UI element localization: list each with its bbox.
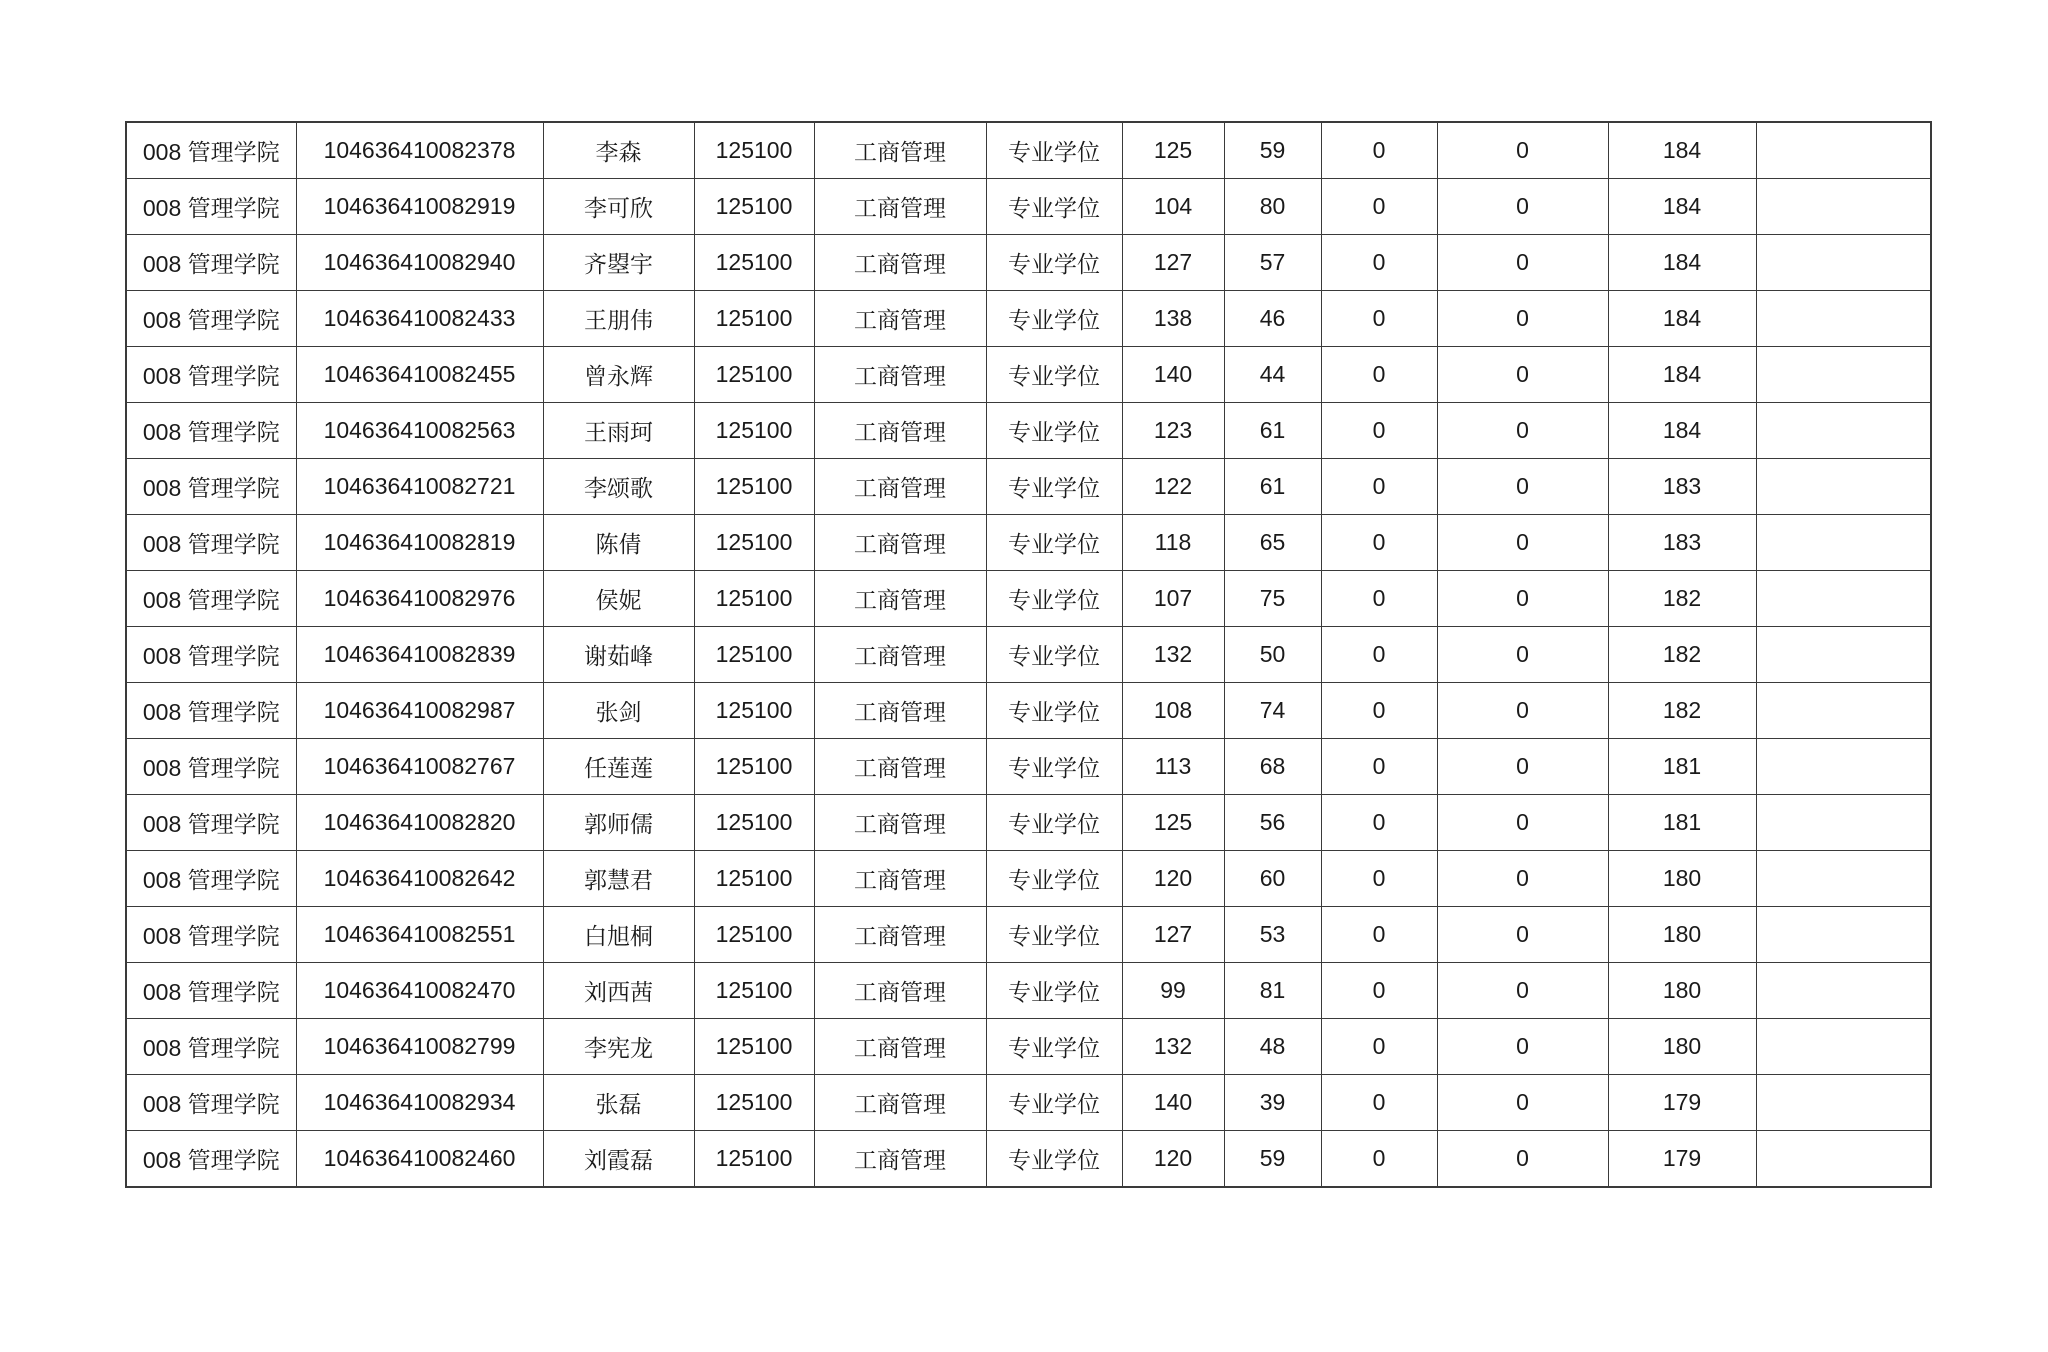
cell-score-3: 0 <box>1321 122 1437 179</box>
cell-total: 180 <box>1608 963 1756 1019</box>
cell-score-3: 0 <box>1321 235 1437 291</box>
cell-score-2: 44 <box>1224 347 1321 403</box>
cell-score-1: 140 <box>1122 1075 1224 1131</box>
cell-college: 008 管理学院 <box>126 739 296 795</box>
cell-degree-type: 专业学位 <box>986 235 1122 291</box>
cell-score-4: 0 <box>1437 1075 1608 1131</box>
cell-college: 008 管理学院 <box>126 795 296 851</box>
cell-score-1: 125 <box>1122 795 1224 851</box>
score-table <box>125 121 1932 1188</box>
cell-college: 008 管理学院 <box>126 1075 296 1131</box>
cell-candidate-id: 104636410082987 <box>296 683 543 739</box>
cell-score-2: 68 <box>1224 739 1321 795</box>
cell-score-4: 0 <box>1437 347 1608 403</box>
cell-score-3: 0 <box>1321 1019 1437 1075</box>
cell-score-1: 127 <box>1122 907 1224 963</box>
cell-score-3: 0 <box>1321 851 1437 907</box>
cell-score-3: 0 <box>1321 403 1437 459</box>
cell-score-4: 0 <box>1437 571 1608 627</box>
cell-score-2: 48 <box>1224 1019 1321 1075</box>
cell-major-name: 工商管理 <box>814 515 986 571</box>
cell-major-name: 工商管理 <box>814 571 986 627</box>
cell-college: 008 管理学院 <box>126 963 296 1019</box>
table-row <box>126 459 1931 515</box>
cell-candidate-id: 104636410082919 <box>296 179 543 235</box>
table-row <box>126 347 1931 403</box>
cell-remark <box>1756 907 1931 963</box>
cell-score-2: 59 <box>1224 122 1321 179</box>
cell-name: 张磊 <box>543 1075 694 1131</box>
cell-score-4: 0 <box>1437 235 1608 291</box>
table-row <box>126 795 1931 851</box>
table-row <box>126 235 1931 291</box>
cell-major-name: 工商管理 <box>814 851 986 907</box>
cell-score-4: 0 <box>1437 1131 1608 1188</box>
cell-total: 181 <box>1608 795 1756 851</box>
cell-total: 180 <box>1608 907 1756 963</box>
cell-college: 008 管理学院 <box>126 179 296 235</box>
cell-major-name: 工商管理 <box>814 1019 986 1075</box>
cell-college: 008 管理学院 <box>126 907 296 963</box>
cell-score-2: 61 <box>1224 459 1321 515</box>
cell-score-2: 74 <box>1224 683 1321 739</box>
cell-major-code: 125100 <box>694 963 814 1019</box>
cell-name: 李森 <box>543 122 694 179</box>
table-row <box>126 907 1931 963</box>
cell-college: 008 管理学院 <box>126 1019 296 1075</box>
cell-major-code: 125100 <box>694 627 814 683</box>
cell-college: 008 管理学院 <box>126 459 296 515</box>
cell-score-4: 0 <box>1437 179 1608 235</box>
cell-major-code: 125100 <box>694 291 814 347</box>
cell-score-3: 0 <box>1321 515 1437 571</box>
cell-candidate-id: 104636410082767 <box>296 739 543 795</box>
cell-score-3: 0 <box>1321 963 1437 1019</box>
cell-major-code: 125100 <box>694 179 814 235</box>
cell-major-code: 125100 <box>694 571 814 627</box>
cell-major-code: 125100 <box>694 403 814 459</box>
cell-name: 谢茹峰 <box>543 627 694 683</box>
cell-degree-type: 专业学位 <box>986 571 1122 627</box>
cell-major-name: 工商管理 <box>814 683 986 739</box>
cell-candidate-id: 104636410082551 <box>296 907 543 963</box>
cell-score-2: 81 <box>1224 963 1321 1019</box>
cell-total: 184 <box>1608 179 1756 235</box>
cell-score-1: 138 <box>1122 291 1224 347</box>
table-row <box>126 122 1931 179</box>
cell-score-3: 0 <box>1321 1075 1437 1131</box>
cell-major-name: 工商管理 <box>814 739 986 795</box>
cell-score-4: 0 <box>1437 907 1608 963</box>
cell-degree-type: 专业学位 <box>986 1131 1122 1188</box>
cell-score-2: 46 <box>1224 291 1321 347</box>
cell-remark <box>1756 515 1931 571</box>
cell-college: 008 管理学院 <box>126 235 296 291</box>
cell-candidate-id: 104636410082940 <box>296 235 543 291</box>
table-row <box>126 179 1931 235</box>
table-row <box>126 291 1931 347</box>
cell-remark <box>1756 179 1931 235</box>
cell-name: 曾永辉 <box>543 347 694 403</box>
cell-total: 184 <box>1608 347 1756 403</box>
cell-score-4: 0 <box>1437 795 1608 851</box>
cell-remark <box>1756 403 1931 459</box>
cell-name: 郭师儒 <box>543 795 694 851</box>
cell-name: 刘霞磊 <box>543 1131 694 1188</box>
cell-remark <box>1756 122 1931 179</box>
cell-score-2: 65 <box>1224 515 1321 571</box>
cell-score-4: 0 <box>1437 459 1608 515</box>
cell-total: 184 <box>1608 291 1756 347</box>
cell-score-4: 0 <box>1437 403 1608 459</box>
cell-candidate-id: 104636410082455 <box>296 347 543 403</box>
table-row <box>126 1131 1931 1188</box>
cell-candidate-id: 104636410082820 <box>296 795 543 851</box>
cell-major-code: 125100 <box>694 122 814 179</box>
cell-major-name: 工商管理 <box>814 291 986 347</box>
cell-score-2: 57 <box>1224 235 1321 291</box>
cell-college: 008 管理学院 <box>126 291 296 347</box>
cell-score-3: 0 <box>1321 739 1437 795</box>
cell-degree-type: 专业学位 <box>986 179 1122 235</box>
cell-total: 181 <box>1608 739 1756 795</box>
cell-remark <box>1756 1075 1931 1131</box>
cell-score-1: 113 <box>1122 739 1224 795</box>
table-row <box>126 739 1931 795</box>
cell-major-code: 125100 <box>694 851 814 907</box>
cell-major-name: 工商管理 <box>814 122 986 179</box>
cell-remark <box>1756 795 1931 851</box>
cell-major-name: 工商管理 <box>814 235 986 291</box>
cell-score-1: 125 <box>1122 122 1224 179</box>
cell-major-code: 125100 <box>694 347 814 403</box>
cell-name: 陈倩 <box>543 515 694 571</box>
table-row <box>126 627 1931 683</box>
cell-major-name: 工商管理 <box>814 347 986 403</box>
cell-major-code: 125100 <box>694 907 814 963</box>
cell-total: 184 <box>1608 235 1756 291</box>
cell-degree-type: 专业学位 <box>986 683 1122 739</box>
cell-score-3: 0 <box>1321 179 1437 235</box>
table-row <box>126 515 1931 571</box>
cell-degree-type: 专业学位 <box>986 515 1122 571</box>
table-row <box>126 571 1931 627</box>
cell-score-3: 0 <box>1321 571 1437 627</box>
cell-degree-type: 专业学位 <box>986 459 1122 515</box>
cell-total: 183 <box>1608 515 1756 571</box>
cell-candidate-id: 104636410082976 <box>296 571 543 627</box>
cell-name: 王雨珂 <box>543 403 694 459</box>
cell-college: 008 管理学院 <box>126 403 296 459</box>
cell-total: 179 <box>1608 1075 1756 1131</box>
cell-total: 182 <box>1608 683 1756 739</box>
cell-major-name: 工商管理 <box>814 459 986 515</box>
cell-remark <box>1756 851 1931 907</box>
cell-total: 179 <box>1608 1131 1756 1188</box>
cell-major-code: 125100 <box>694 1075 814 1131</box>
cell-name: 齐曌宇 <box>543 235 694 291</box>
cell-major-name: 工商管理 <box>814 1075 986 1131</box>
cell-candidate-id: 104636410082378 <box>296 122 543 179</box>
cell-score-2: 75 <box>1224 571 1321 627</box>
cell-remark <box>1756 235 1931 291</box>
cell-score-4: 0 <box>1437 515 1608 571</box>
cell-score-1: 132 <box>1122 1019 1224 1075</box>
cell-major-code: 125100 <box>694 1019 814 1075</box>
cell-score-2: 39 <box>1224 1075 1321 1131</box>
table-row <box>126 851 1931 907</box>
cell-name: 侯妮 <box>543 571 694 627</box>
cell-major-code: 125100 <box>694 683 814 739</box>
cell-score-4: 0 <box>1437 1019 1608 1075</box>
cell-major-code: 125100 <box>694 459 814 515</box>
cell-score-3: 0 <box>1321 459 1437 515</box>
cell-major-code: 125100 <box>694 795 814 851</box>
table-row <box>126 403 1931 459</box>
cell-total: 182 <box>1608 571 1756 627</box>
cell-candidate-id: 104636410082470 <box>296 963 543 1019</box>
cell-score-2: 50 <box>1224 627 1321 683</box>
cell-candidate-id: 104636410082642 <box>296 851 543 907</box>
cell-name: 张剑 <box>543 683 694 739</box>
cell-major-code: 125100 <box>694 739 814 795</box>
cell-remark <box>1756 1131 1931 1188</box>
cell-score-1: 107 <box>1122 571 1224 627</box>
cell-major-code: 125100 <box>694 515 814 571</box>
cell-score-3: 0 <box>1321 795 1437 851</box>
cell-remark <box>1756 1019 1931 1075</box>
cell-score-1: 104 <box>1122 179 1224 235</box>
cell-score-1: 120 <box>1122 1131 1224 1188</box>
cell-candidate-id: 104636410082460 <box>296 1131 543 1188</box>
cell-score-1: 127 <box>1122 235 1224 291</box>
cell-score-3: 0 <box>1321 627 1437 683</box>
cell-score-1: 123 <box>1122 403 1224 459</box>
cell-candidate-id: 104636410082563 <box>296 403 543 459</box>
score-table-body <box>126 122 1931 1187</box>
cell-degree-type: 专业学位 <box>986 122 1122 179</box>
cell-name: 郭慧君 <box>543 851 694 907</box>
cell-score-3: 0 <box>1321 1131 1437 1188</box>
cell-remark <box>1756 627 1931 683</box>
cell-score-1: 99 <box>1122 963 1224 1019</box>
cell-degree-type: 专业学位 <box>986 963 1122 1019</box>
cell-college: 008 管理学院 <box>126 627 296 683</box>
cell-score-3: 0 <box>1321 683 1437 739</box>
cell-score-2: 56 <box>1224 795 1321 851</box>
cell-college: 008 管理学院 <box>126 851 296 907</box>
cell-score-3: 0 <box>1321 291 1437 347</box>
cell-score-2: 59 <box>1224 1131 1321 1188</box>
cell-degree-type: 专业学位 <box>986 1075 1122 1131</box>
cell-score-2: 60 <box>1224 851 1321 907</box>
cell-degree-type: 专业学位 <box>986 347 1122 403</box>
cell-remark <box>1756 291 1931 347</box>
cell-score-4: 0 <box>1437 851 1608 907</box>
cell-name: 任莲莲 <box>543 739 694 795</box>
cell-name: 李可欣 <box>543 179 694 235</box>
cell-name: 李宪龙 <box>543 1019 694 1075</box>
cell-degree-type: 专业学位 <box>986 627 1122 683</box>
cell-candidate-id: 104636410082934 <box>296 1075 543 1131</box>
cell-major-name: 工商管理 <box>814 179 986 235</box>
cell-major-name: 工商管理 <box>814 1131 986 1188</box>
cell-degree-type: 专业学位 <box>986 795 1122 851</box>
cell-college: 008 管理学院 <box>126 122 296 179</box>
cell-score-1: 122 <box>1122 459 1224 515</box>
cell-college: 008 管理学院 <box>126 347 296 403</box>
cell-major-code: 125100 <box>694 1131 814 1188</box>
cell-score-3: 0 <box>1321 907 1437 963</box>
cell-major-name: 工商管理 <box>814 907 986 963</box>
cell-major-code: 125100 <box>694 235 814 291</box>
cell-score-2: 80 <box>1224 179 1321 235</box>
cell-total: 183 <box>1608 459 1756 515</box>
cell-remark <box>1756 739 1931 795</box>
cell-score-4: 0 <box>1437 291 1608 347</box>
cell-score-4: 0 <box>1437 739 1608 795</box>
cell-total: 184 <box>1608 403 1756 459</box>
cell-degree-type: 专业学位 <box>986 739 1122 795</box>
cell-score-2: 53 <box>1224 907 1321 963</box>
cell-candidate-id: 104636410082819 <box>296 515 543 571</box>
cell-candidate-id: 104636410082839 <box>296 627 543 683</box>
cell-total: 184 <box>1608 122 1756 179</box>
cell-college: 008 管理学院 <box>126 1131 296 1188</box>
cell-candidate-id: 104636410082721 <box>296 459 543 515</box>
cell-degree-type: 专业学位 <box>986 1019 1122 1075</box>
cell-name: 李颂歌 <box>543 459 694 515</box>
cell-degree-type: 专业学位 <box>986 403 1122 459</box>
cell-college: 008 管理学院 <box>126 683 296 739</box>
cell-total: 180 <box>1608 1019 1756 1075</box>
cell-college: 008 管理学院 <box>126 571 296 627</box>
cell-score-4: 0 <box>1437 627 1608 683</box>
cell-score-4: 0 <box>1437 963 1608 1019</box>
table-row <box>126 1075 1931 1131</box>
cell-degree-type: 专业学位 <box>986 907 1122 963</box>
cell-score-4: 0 <box>1437 122 1608 179</box>
cell-score-2: 61 <box>1224 403 1321 459</box>
table-row <box>126 1019 1931 1075</box>
cell-score-1: 108 <box>1122 683 1224 739</box>
cell-score-1: 140 <box>1122 347 1224 403</box>
cell-major-name: 工商管理 <box>814 403 986 459</box>
cell-major-name: 工商管理 <box>814 627 986 683</box>
cell-total: 180 <box>1608 851 1756 907</box>
cell-name: 王朋伟 <box>543 291 694 347</box>
cell-candidate-id: 104636410082433 <box>296 291 543 347</box>
cell-remark <box>1756 963 1931 1019</box>
table-row <box>126 963 1931 1019</box>
cell-score-1: 120 <box>1122 851 1224 907</box>
cell-name: 白旭桐 <box>543 907 694 963</box>
cell-degree-type: 专业学位 <box>986 291 1122 347</box>
cell-score-3: 0 <box>1321 347 1437 403</box>
cell-remark <box>1756 683 1931 739</box>
cell-score-1: 132 <box>1122 627 1224 683</box>
cell-remark <box>1756 347 1931 403</box>
cell-candidate-id: 104636410082799 <box>296 1019 543 1075</box>
table-row <box>126 683 1931 739</box>
cell-name: 刘西茜 <box>543 963 694 1019</box>
cell-remark <box>1756 571 1931 627</box>
cell-score-4: 0 <box>1437 683 1608 739</box>
cell-degree-type: 专业学位 <box>986 851 1122 907</box>
cell-college: 008 管理学院 <box>126 515 296 571</box>
cell-major-name: 工商管理 <box>814 963 986 1019</box>
cell-remark <box>1756 459 1931 515</box>
cell-score-1: 118 <box>1122 515 1224 571</box>
cell-total: 182 <box>1608 627 1756 683</box>
cell-major-name: 工商管理 <box>814 795 986 851</box>
